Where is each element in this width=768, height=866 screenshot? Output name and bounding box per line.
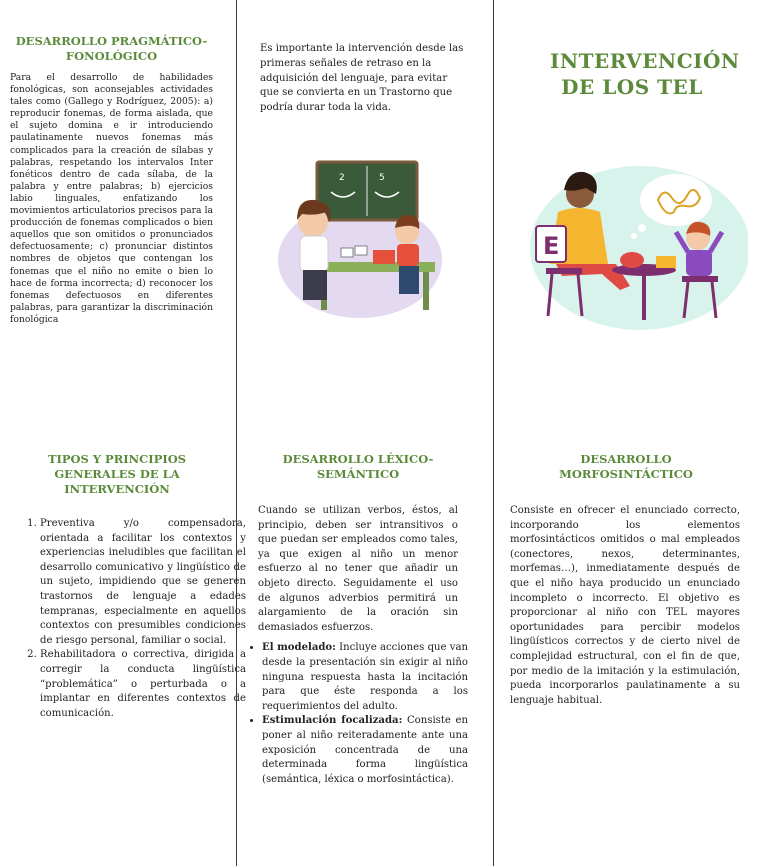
therapist-child-illustration (522, 148, 748, 333)
bullet-text: Incluye acciones que van desde la presentación sin exigir al niño ninguna respuesta hasta la incitación para que éste responda a los requerimientos del adulto. (262, 642, 469, 712)
section-intro: Cuando se utilizan verbos, éstos, al principio, deben ser intransitivos o que puedan ser empleados como tales, ya que exigen al niño un menor esfuerzo al no tener que añadir un objeto directo. Seguidamente el uso de algunos adverbios permitirá un alargamiento de la oración sin demasiados esfuerzos. (258, 505, 458, 633)
bullet-text: Consiste en poner al niño reiteradamente ante una exposición concentrada de una determinada forma lingüística (semántica, léxica o morfosintáctica). (262, 715, 469, 785)
section-title: DESARROLLO PRAGMÁTICO-FONOLÓGICO (15, 34, 208, 63)
section-title: TIPOS Y PRINCIPIOS GENERALES DE LA INTERVENCIÓN (47, 452, 187, 496)
section-body: Consiste en ofrecer el enunciado correcto, incorporando los elementos morfosintácticos omitidos o mal empleados (conectores, nexos, determinantes, morfemas…), inmediatamente después de que el niño haya producido un enunciado incompleto o incorrecto. El objetivo es proporcionar al niño con TEL mayores oportunidades para percibir modelos lingüísticos correctos y de cierto nivel de complejidad estructural, con el fin de que, por medio de la imitación y la estimulación, pueda incorporarlos paulatinamente a su lenguaje habitual. (510, 505, 740, 706)
panel-tipos-principios (6, 452, 246, 721)
column-divider-left (236, 0, 237, 866)
intervention-types-list (6, 517, 246, 721)
svg-text:2: 2 (339, 173, 345, 183)
panel-pragmatico-fonologico (10, 34, 213, 326)
section-title: DESARROLLO MORFOSINTÁCTICO (559, 452, 693, 481)
svg-text:5: 5 (379, 173, 385, 183)
list-item: 1. Preventiva y/o compensadora, orientada a facilitar los contextos y experiencias ineludibles que facilitan el desarrollo comunicativo y lingüístico de un sujeto, impidiendo que se generen trastornos de lenguaje a edades tempranas, especialmente en aquellos contextos con presumibles condiciones de riesgo personal, familiar o social. (40, 517, 246, 648)
technique-list (248, 641, 468, 787)
panel-intervencion-intro (260, 42, 465, 116)
brochure-title: INTERVENCIÓN DE LOS TEL (550, 49, 740, 99)
panel-morfosintactico (510, 452, 742, 708)
list-item: 2. Rehabilitadora o correctiva, dirigida a corregir la conducta lingüística “problemática” o perturbada o a implantar en diferentes contextos de comunicación. (40, 648, 246, 721)
panel-title-cover (520, 48, 744, 100)
section-title: DESARROLLO LÉXICO-SEMÁNTICO (282, 452, 434, 481)
intro-text: Es importante la intervención desde las primeras señales de retraso en la adquisición del lenguaje, para evitar que se convierta en un Trastorno que podría durar toda la vida. (260, 43, 464, 114)
column-divider-right (493, 0, 494, 866)
list-item (262, 714, 468, 787)
bullet-term: Estimulación focalizada: (262, 715, 403, 727)
panel-lexico-semantico (246, 452, 470, 787)
bullet-term: El modelado: (262, 642, 336, 654)
section-body: Para el desarrollo de habilidades fonológicas, son aconsejables actividades tales como (Gallego y Rodríguez, 2005): a) reproducir fonemas, de forma aislada, que el sujeto domina e ir introduciendo paulatinamente nuevos fonemas más complicados para la creación de sílabas y palabras, respetando los intervalos Inter fonéticos dentro de cada sílaba, de la palabra y entre palabras; b) ejercicios labio linguales, enfatizando los movimientos articulatorios precisos para la producción de fonemas complicados o bien aquellos que son omitidos o pronunciados defectuosamente; c) pronunciar distintos nombres de objetos que contengan los fonemas que el niño no emite o bien lo hace de forma incorrecta; d) reconocer los fonemas defectuosos en diferentes palabras, para garantizar la discriminación fonológica (10, 72, 213, 325)
letter-card-text: E (543, 232, 560, 260)
classroom-illustration (255, 150, 470, 320)
list-item (262, 641, 468, 714)
